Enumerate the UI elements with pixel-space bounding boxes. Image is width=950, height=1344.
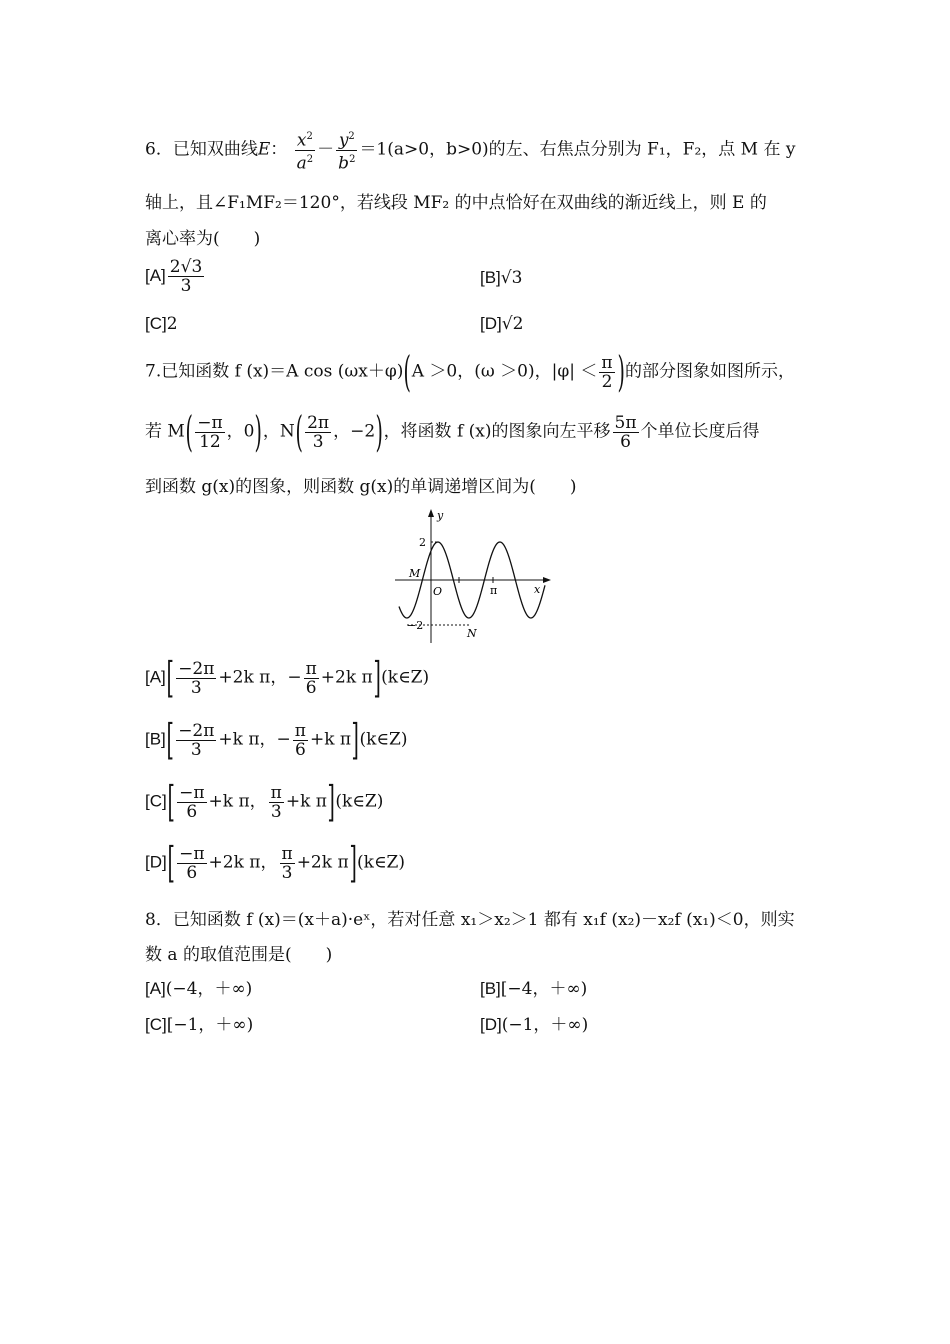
bracket-close: ] — [349, 838, 357, 887]
q8-option-c-label: [C] — [145, 1015, 167, 1034]
option-mid: +2k π， — [208, 852, 278, 873]
bracket-open: [ — [166, 715, 174, 764]
option-k-domain: (k∈Z) — [359, 729, 408, 750]
q8-option-a-value: (−4，＋∞) — [165, 979, 253, 999]
q7-n-frac-num: 2π — [307, 412, 330, 433]
q7-stem-line3: 到函数 g(x)的图象，则函数 g(x)的单调递增区间为( ) — [145, 477, 577, 497]
q6-stem-line1 — [145, 128, 796, 172]
q7-point-m-label: 若 M — [145, 421, 185, 442]
q6-frac-y-den: b — [338, 153, 350, 174]
q7-shift-text: ，将函数 f (x)的图象向左平移 — [383, 421, 611, 442]
q6-option-a-frac — [168, 258, 204, 295]
q8-option-b-label: [B] — [480, 979, 501, 998]
q8-option-b[interactable] — [480, 974, 587, 999]
q7-cond-phi: ，|φ| ＜ — [534, 361, 598, 382]
q6-option-b-value: √3 — [500, 268, 523, 288]
option-frac-2-num: π — [305, 658, 317, 679]
q6-frac-x-sup: 2 — [306, 131, 313, 142]
q8-option-d-value: (−1，＋∞) — [501, 1015, 589, 1035]
q8-stem-line1: 8．已知函数 f (x)＝(x＋a)·eˣ，若对任意 x₁＞x₂＞1 都有 x₁f (x₂)－x₂f (x₁)＜0，则实 — [145, 910, 795, 930]
q8-option-c[interactable] — [145, 1010, 253, 1035]
q7-option-a[interactable] — [145, 653, 430, 702]
option-frac-1 — [176, 660, 216, 697]
option-frac-2-den: 6 — [294, 739, 306, 760]
option-mid: +k π，− — [218, 729, 291, 750]
q6-option-c[interactable] — [145, 314, 178, 334]
q7-m-tail: ，0 — [226, 421, 255, 442]
q7-frac-pi-2 — [599, 354, 614, 391]
q8-option-d[interactable] — [480, 1010, 588, 1035]
q6-option-b-label: [B] — [480, 268, 501, 287]
q8-option-d-label: [D] — [480, 1015, 502, 1034]
q7-stem-line2 — [145, 407, 760, 456]
y-axis-arrow-icon — [428, 509, 434, 517]
q7-cond-w-wrap: (ω ＞0) — [474, 361, 535, 382]
graph-min-label: −2 — [407, 619, 424, 632]
graph-y-label: y — [437, 509, 444, 522]
q6-frac-y — [336, 128, 357, 172]
option-frac-1-num: −2π — [178, 720, 215, 741]
q7-n-frac-den: 3 — [312, 431, 324, 452]
q6-option-a-label: [A] — [145, 266, 166, 285]
option-frac-2 — [269, 784, 284, 821]
option-frac-1-num: −π — [179, 843, 205, 864]
q6-option-a-den: 3 — [180, 276, 192, 296]
q6-frac-x-den: a — [296, 153, 307, 174]
q6-minus: － — [317, 139, 335, 160]
q8-option-c-value: [−1，＋∞) — [166, 1015, 254, 1035]
q7-n-frac — [305, 414, 331, 451]
option-frac-1 — [177, 845, 206, 882]
q7-shift-num: 5π — [614, 412, 637, 433]
q6-stem-line3: 离心率为( ) — [145, 229, 261, 249]
q7-shift-frac — [613, 414, 639, 451]
option-frac-1-den: 3 — [190, 739, 202, 760]
q7-point-n-label: ，N — [262, 421, 295, 442]
q7-option-label: [B] — [145, 729, 166, 749]
option-frac-2 — [280, 845, 295, 882]
option-frac-2-den: 3 — [281, 862, 293, 883]
bracket-close: ] — [351, 715, 359, 764]
q7-frac-pi-2-num: π — [601, 352, 613, 373]
q8-stem-line2: 数 a 的取值范围是( ) — [145, 945, 333, 965]
option-frac-2-den: 3 — [270, 801, 282, 822]
q6-stem-prefix: 6．已知双曲线 — [145, 139, 258, 160]
option-k-domain: (k∈Z) — [357, 852, 405, 873]
q6-frac-x-dsup: 2 — [306, 153, 314, 165]
option-mid: +k π， — [208, 791, 267, 812]
q7-shift-den: 6 — [620, 431, 631, 452]
option-frac-2 — [304, 660, 319, 697]
q7-option-label: [D] — [145, 852, 167, 872]
option-frac-1-num: −2π — [178, 658, 215, 679]
q6-frac-y-dsup: 2 — [349, 153, 356, 165]
option-frac-2-num: π — [294, 720, 306, 741]
q6-option-c-value: 2 — [166, 314, 178, 334]
q6-condition: ＝1(a>0，b>0)的左、右焦点分别为 F₁，F₂，点 M 在 y — [359, 139, 796, 160]
option-frac-1-den: 6 — [186, 862, 198, 883]
q8-option-a-label: [A] — [145, 979, 166, 998]
option-frac-2-num: π — [270, 782, 282, 803]
option-tail: +k π — [309, 729, 352, 750]
bracket-close: ] — [373, 653, 381, 702]
q7-n-paren-close: ) — [375, 407, 384, 456]
q6-colon: ： — [270, 139, 288, 160]
option-frac-1-num: −π — [179, 782, 205, 803]
x-axis-arrow-icon — [543, 577, 551, 583]
q7-option-label: [C] — [145, 791, 167, 811]
option-frac-1 — [177, 784, 206, 821]
q7-m-frac-num: −π — [197, 412, 223, 433]
option-k-domain: (k∈Z) — [335, 791, 384, 812]
option-frac-2-num: π — [281, 843, 293, 864]
q7-n-tail: ，−2 — [333, 421, 376, 442]
q8-option-b-value: [−4，＋∞) — [500, 979, 588, 999]
q6-E: E — [257, 139, 271, 160]
q7-m-frac — [195, 414, 224, 451]
option-tail: +2k π — [320, 667, 373, 688]
q7-option-label: [A] — [145, 667, 166, 687]
option-frac-2 — [293, 722, 308, 759]
graph-point-n: N — [467, 627, 477, 640]
graph-x-label: x — [534, 583, 541, 596]
q6-option-a-num: 2√3 — [169, 257, 203, 277]
q6-stem-line2: 轴上，且∠F₁MF₂＝120°，若线段 MF₂ 的中点恰好在双曲线的渐近线上，则 E 的 — [145, 193, 767, 213]
q7-m-frac-den: 12 — [199, 431, 221, 452]
option-mid: +2k π，− — [218, 667, 302, 688]
q7-option-d[interactable] — [145, 838, 405, 887]
q7-stem-prefix: 7.已知函数 f (x)＝A cos (ωx＋φ) — [145, 361, 404, 382]
q7-shift-end: 个单位长度后得 — [640, 421, 760, 442]
option-frac-1 — [176, 722, 216, 759]
graph-pi-label: π — [490, 584, 498, 597]
option-tail: +k π — [285, 791, 327, 812]
option-tail: +2k π — [296, 852, 349, 873]
q6-option-a[interactable] — [145, 258, 206, 295]
q6-frac-x-num: x — [296, 130, 307, 151]
q8-option-a[interactable] — [145, 974, 252, 999]
bracket-open: [ — [167, 777, 175, 826]
q7-stem-line1 — [145, 347, 795, 396]
q7-n-paren-open: ( — [295, 407, 303, 456]
q7-m-paren-open: ( — [185, 407, 193, 456]
graph-max-label: 2 — [419, 536, 426, 549]
q7-option-b[interactable] — [145, 715, 408, 764]
q6-option-d-label: [D] — [480, 314, 502, 333]
q7-cosine-graph — [393, 505, 558, 645]
graph-point-m: M — [409, 567, 421, 580]
q6-frac-x — [295, 128, 316, 172]
bracket-open: [ — [166, 653, 174, 702]
q6-frac-y-sup: 2 — [348, 131, 355, 142]
q7-paren-close: ) — [617, 347, 625, 396]
q7-cond-w: ω ＞0 — [480, 361, 528, 382]
q6-option-d[interactable] — [480, 314, 523, 334]
graph-origin: O — [433, 585, 443, 598]
option-frac-2-den: 6 — [305, 677, 317, 698]
option-k-domain: (k∈Z) — [381, 667, 430, 688]
q7-option-c[interactable] — [145, 777, 384, 826]
q6-frac-y-num: y — [338, 130, 349, 151]
q7-stem-post: 的部分图象如图所示， — [624, 361, 795, 382]
bracket-open: [ — [167, 838, 175, 887]
q6-option-b[interactable] — [480, 268, 522, 288]
option-frac-1-den: 3 — [190, 677, 202, 698]
q6-option-c-label: [C] — [145, 314, 167, 333]
option-frac-1-den: 6 — [186, 801, 198, 822]
q7-m-paren-close: ) — [254, 407, 263, 456]
q7-paren-open: ( — [403, 347, 412, 396]
q7-cond-a: A ＞0， — [411, 361, 475, 382]
bracket-close: ] — [327, 777, 335, 826]
q7-frac-pi-2-den: 2 — [601, 371, 613, 392]
q6-option-d-value: √2 — [501, 314, 524, 334]
